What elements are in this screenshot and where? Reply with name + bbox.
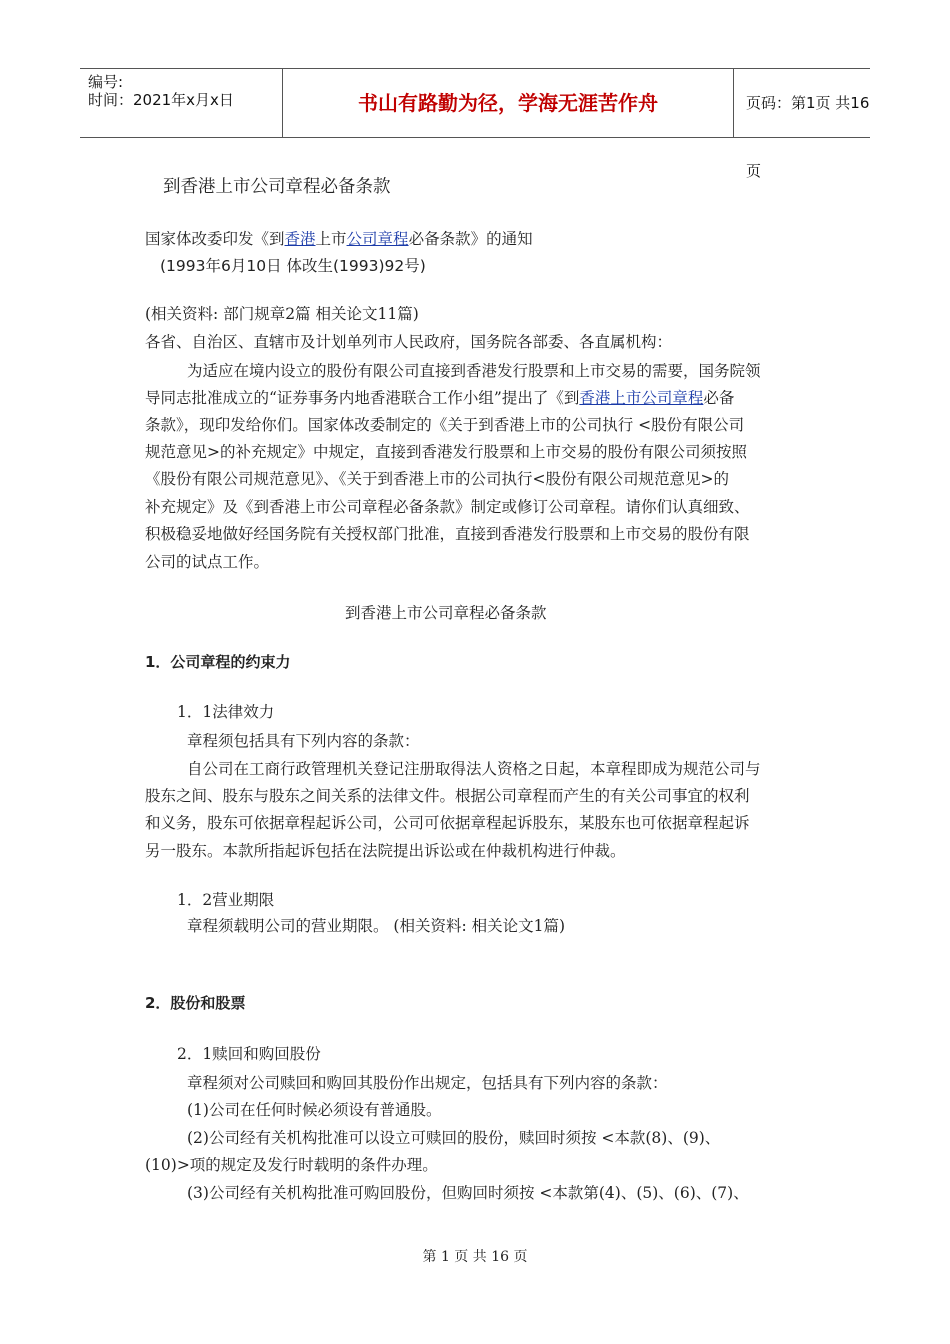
- notice-mid: 上市: [315, 230, 347, 248]
- paragraph-line: 和义务，股东可依据章程起诉公司，公司可依据章程起诉股东，某股东也可依据章程起诉: [145, 814, 750, 832]
- link-company-charter[interactable]: 公司章程: [346, 230, 409, 248]
- section-1-heading: 1．公司章程的约束力: [145, 653, 291, 671]
- intro-line: 规范意见>的补充规定》中规定，直接到香港发行股票和上市交易的股份有限公司须按照: [145, 443, 747, 461]
- paragraph-line: 自公司在工商行政管理机关登记注册取得法人资格之日起，本章程即成为规范公司与: [187, 760, 761, 778]
- section-2-heading: 2．股份和股票: [145, 994, 246, 1012]
- paragraph-line: 股东之间、股东与股东之间关系的法律文件。根据公司章程而产生的有关公司事宜的权利: [145, 787, 750, 805]
- subsection-1-1-heading: 1．1法律效力: [177, 703, 275, 721]
- notice-pre: 国家体改委印发《到: [145, 230, 285, 248]
- notice-line: [145, 229, 533, 249]
- intro-line: 条款》，现印发给你们。国家体改委制定的《关于到香港上市的公司执行 <股份有限公司: [145, 416, 745, 434]
- paragraph-line: 章程须对公司赎回和购回其股份作出规定，包括具有下列内容的条款：: [187, 1074, 668, 1092]
- recipients-line: 各省、自治区、直辖市及计划单列市人民政府，国务院各部委、各直属机构：: [145, 333, 673, 351]
- paragraph-line: 章程须载明公司的营业期限。 (相关资料: 相关论文1篇): [187, 917, 566, 935]
- notice-post: 必备条款》的通知: [408, 230, 533, 248]
- notice-date: (1993年6月10日 体改生(1993)92号): [160, 257, 426, 275]
- paragraph-line: 章程须包括具有下列内容的条款：: [187, 732, 420, 750]
- related-materials: (相关资料: 部门规章2篇 相关论文11篇): [145, 305, 419, 323]
- intro-line: 补充规定》及《到香港上市公司章程必备条款》制定或修订公司章程。请你们认真细致、: [145, 498, 750, 516]
- intro-line: [145, 388, 734, 408]
- intro-l2-pre: 导同志批准成立的“证券事务内地香港联合工作小组”提出了《到: [145, 389, 580, 407]
- intro-line: 积极稳妥地做好经国务院有关授权部门批准，直接到香港发行股票和上市交易的股份有限: [145, 525, 750, 543]
- doc-time-label: 时间：2021年x月x日: [88, 91, 234, 109]
- paragraph-line: (10)>项的规定及发行时载明的条件办理。: [145, 1156, 438, 1174]
- link-hk-listed-charter[interactable]: 香港上市公司章程: [579, 389, 704, 407]
- doc-number-label: 编号:: [88, 73, 124, 91]
- page-footer: 第 1 页 共 16 页: [422, 1249, 528, 1265]
- paragraph-line: 另一股东。本款所指起诉包括在法院提出诉讼或在仲裁机构进行仲裁。: [145, 842, 626, 860]
- intro-line: 《股份有限公司规范意见》、《关于到香港上市的公司执行<股份有限公司规范意见>的: [145, 470, 729, 488]
- header-motto-box: [282, 69, 734, 137]
- subsection-1-2-heading: 1．2营业期限: [177, 891, 275, 909]
- link-hongkong[interactable]: 香港: [284, 230, 316, 248]
- section-center-title: 到香港上市公司章程必备条款: [345, 604, 547, 622]
- page-header: [80, 68, 870, 180]
- paragraph-line: (2)公司经有关机构批准可以设立可赎回的股份，赎回时须按 <本款(8)、(9)、: [187, 1129, 721, 1147]
- paragraph-line: (3)公司经有关机构批准可购回股份，但购回时须按 <本款第(4)、(5)、(6)、(7)、: [187, 1184, 749, 1202]
- header-motto: 书山有路勤为径，学海无涯苦作舟: [358, 91, 658, 115]
- header-meta: [88, 73, 284, 109]
- doc-title: 到香港上市公司章程必备条款: [163, 177, 391, 197]
- intro-l2-post: 必备: [703, 389, 735, 407]
- paragraph-line: (1)公司在任何时候必须设有普通股。: [187, 1101, 442, 1119]
- subsection-2-1-heading: 2．1赎回和购回股份: [177, 1045, 321, 1063]
- intro-line: 为适应在境内设立的股份有限公司直接到香港发行股票和上市交易的需要，国务院领: [187, 362, 761, 380]
- header-page-info: 页码：第1页 共16页: [746, 94, 870, 180]
- intro-line: 公司的试点工作。: [145, 553, 270, 571]
